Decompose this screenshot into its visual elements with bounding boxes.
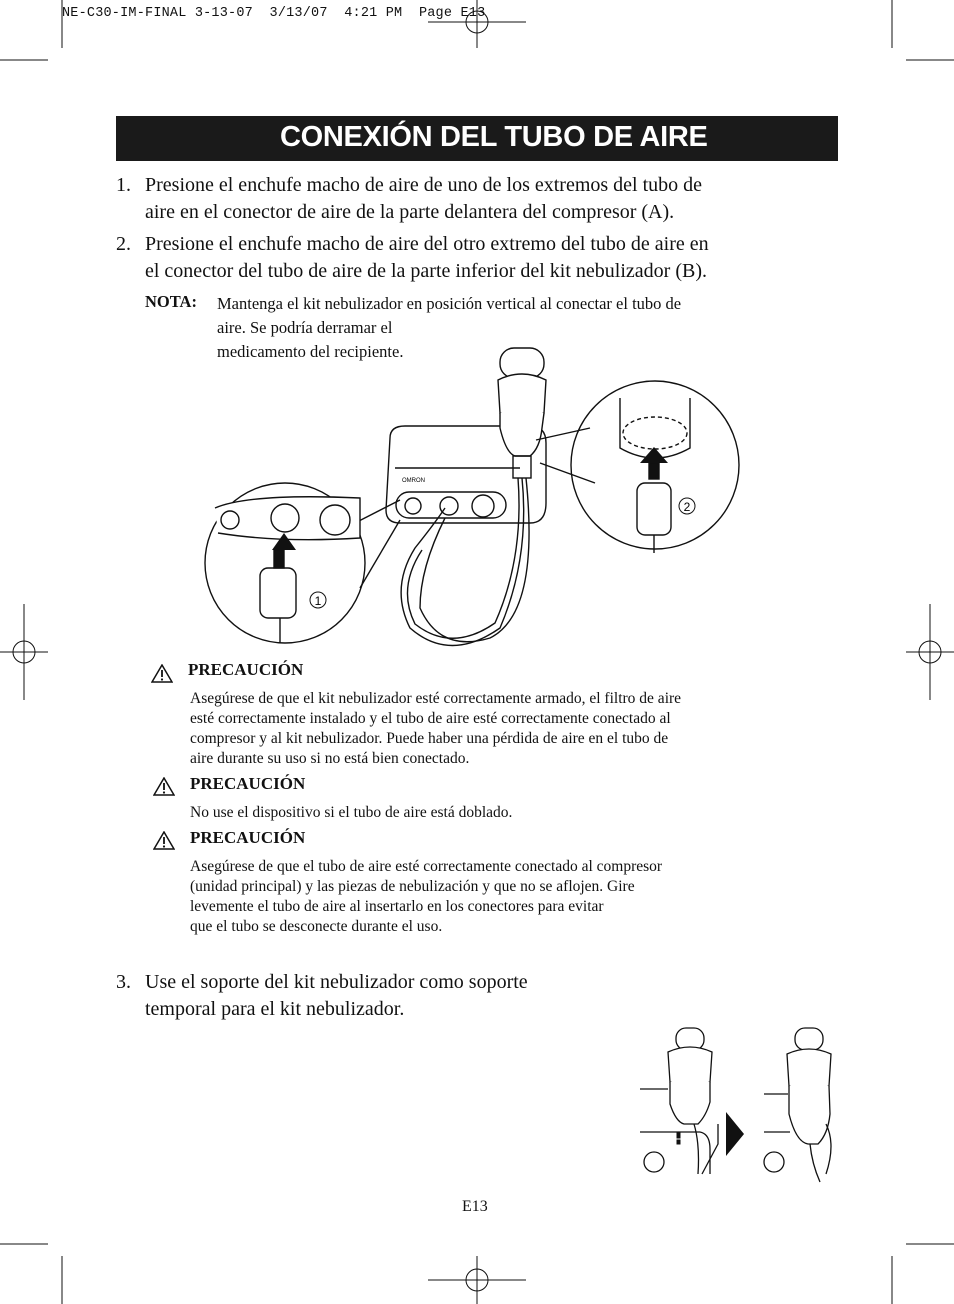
step-text: el conector del tubo de aire de la parte inferior del kit nebulizador (B). xyxy=(145,260,707,282)
caution-text: que el tubo se desconecte durante el uso. xyxy=(190,918,443,935)
nebulizer-holder-illustration xyxy=(640,1024,840,1184)
callout-1: 1 xyxy=(314,594,322,608)
caution-text: aire durante su uso si no está bien conectado. xyxy=(190,750,470,767)
step-text: Presione el enchufe macho de aire de uno de los extremos del tubo de xyxy=(145,174,703,196)
warning-triangle-icon xyxy=(151,664,173,683)
step-number: 3. xyxy=(116,971,131,993)
step-text: aire en el conector de aire de la parte delantera del compresor (A). xyxy=(145,201,675,223)
step-text: Presione el enchufe macho de aire del otro extremo del tubo de aire en xyxy=(145,233,709,255)
step-number: 1. xyxy=(116,174,131,196)
callout-2: 2 xyxy=(683,500,691,514)
brand-label: OMRON xyxy=(402,478,425,484)
warning-triangle-icon xyxy=(153,777,175,796)
step-text: temporal para el kit nebulizador. xyxy=(145,998,405,1020)
caution-text: (unidad principal) y las piezas de nebulización y que no se aflojen. Gire xyxy=(190,878,635,895)
note-text: aire. Se podría derramar el xyxy=(217,318,393,337)
caution-text: No use el dispositivo si el tubo de aire está doblado. xyxy=(190,804,513,821)
caution-text: esté correctamente instalado y el tubo de aire esté correctamente conectado al xyxy=(190,710,671,727)
note-text: medicamento del recipiente. xyxy=(217,342,404,361)
section-title: CONEXIÓN DEL TUBO DE AIRE xyxy=(280,121,708,153)
note-label: NOTA: xyxy=(145,292,197,311)
air-tube-connection-illustration xyxy=(200,328,740,663)
step-text: Use el soporte del kit nebulizador como soporte xyxy=(145,971,528,993)
caution-heading: PRECAUCIÓN xyxy=(188,660,304,679)
caution-text: levemente el tubo de aire al insertarlo en los conectores para evitar xyxy=(190,898,604,915)
print-slug: NE-C30-IM-FINAL 3-13-07 3/13/07 4:21 PM Page E13 xyxy=(62,6,486,21)
caution-text: Asegúrese de que el kit nebulizador esté correctamente armado, el filtro de aire xyxy=(190,690,682,707)
note-text: Mantenga el kit nebulizador en posición vertical al conectar el tubo de xyxy=(217,294,682,313)
warning-triangle-icon xyxy=(153,831,175,850)
caution-text: compresor y al kit nebulizador. Puede haber una pérdida de aire en el tubo de xyxy=(190,730,669,747)
caution-heading: PRECAUCIÓN xyxy=(190,828,306,847)
step-number: 2. xyxy=(116,233,131,255)
page-number: E13 xyxy=(462,1198,488,1215)
caution-text: Asegúrese de que el tubo de aire esté correctamente conectado al compresor xyxy=(190,858,663,875)
caution-heading: PRECAUCIÓN xyxy=(190,774,306,793)
